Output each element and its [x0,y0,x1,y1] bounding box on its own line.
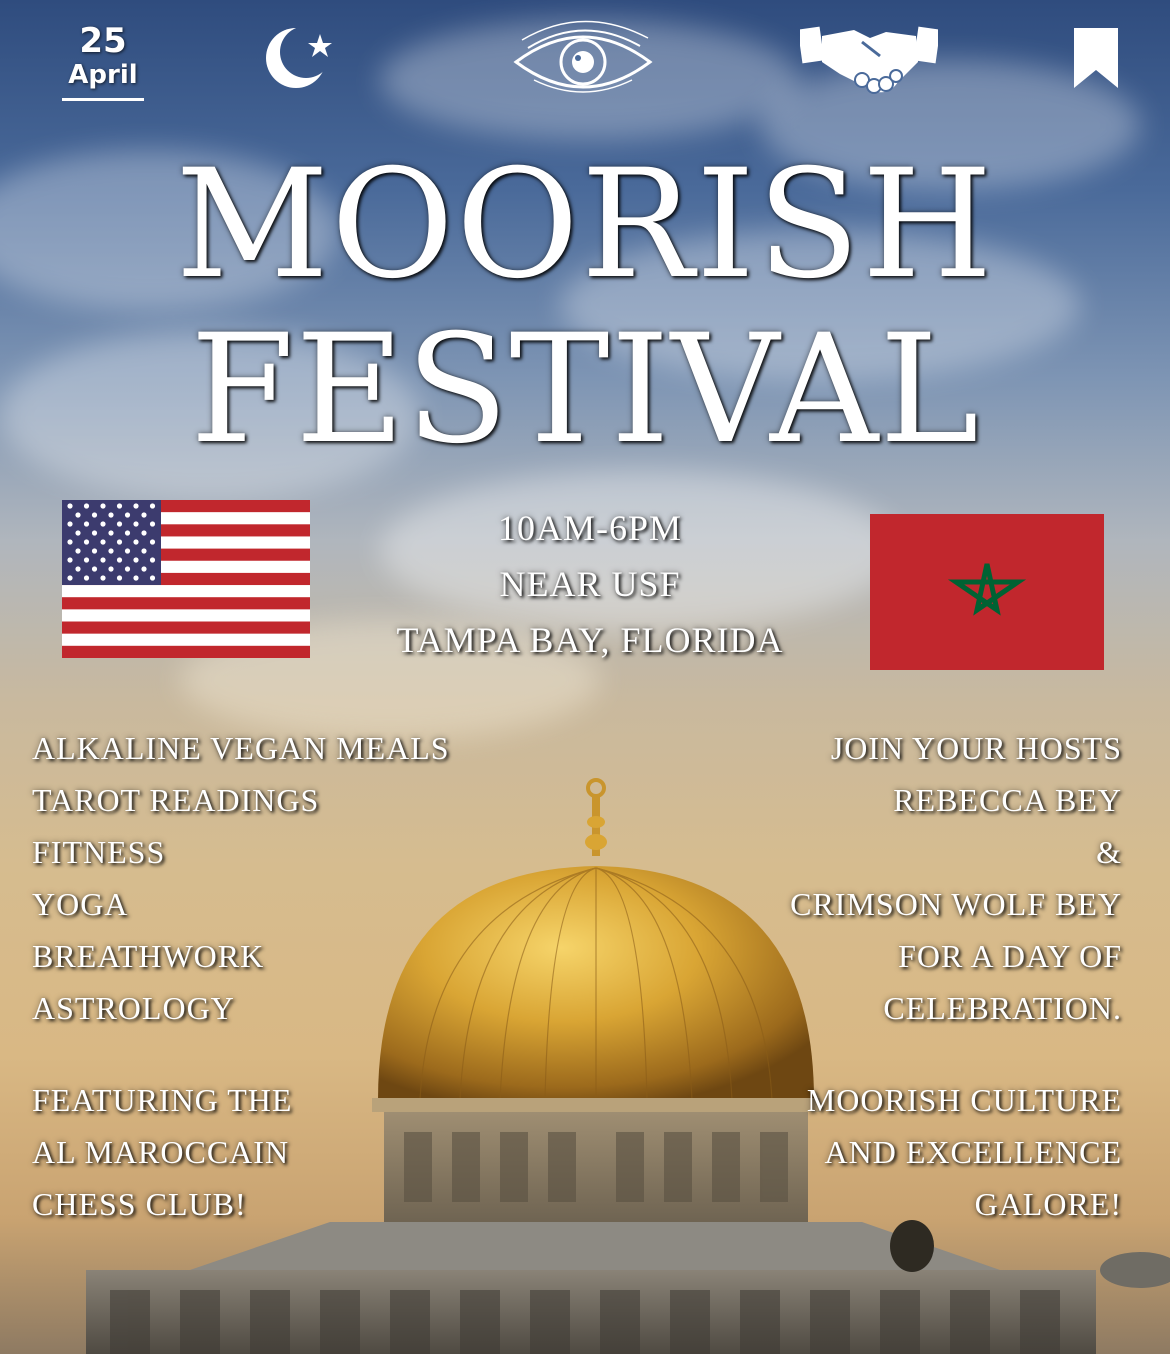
activity-item: YOGA [32,886,129,922]
activity-item: ALKALINE VEGAN MEALS [32,730,450,766]
flag-star [92,512,97,517]
featuring-line: CHESS CLUB! [32,1186,247,1222]
bookmark-icon[interactable] [1070,26,1122,90]
closing-line: MOORISH CULTURE [806,1082,1122,1118]
hosts-line: CRIMSON WOLF BEY [790,886,1122,922]
flag-star [125,512,130,517]
flag-star [100,539,105,544]
flag-star [150,539,155,544]
activity-item: BREATHWORK [32,938,265,974]
flag-star [100,521,105,526]
flag-star [141,566,146,571]
spacer [32,1034,450,1074]
flag-star [75,512,80,517]
crescent-star-icon [262,20,342,90]
hosts-line: FOR A DAY OF [898,938,1122,974]
flag-star [133,575,138,580]
activity-item: ASTROLOGY [32,990,235,1026]
hosts-line: CELEBRATION. [883,990,1122,1026]
flag-star [67,575,72,580]
flag-star [75,530,80,535]
flag-star [84,575,89,580]
flag-star [75,548,80,553]
hosts-line: REBECCA BEY [893,782,1122,818]
flag-star [133,521,138,526]
closing-line: GALORE! [974,1186,1122,1222]
date-day: 25 [79,21,127,61]
flag-star [84,539,89,544]
flag-star [92,548,97,553]
activity-item: TAROT READINGS [32,782,320,818]
activities-list [32,722,450,1230]
flag-star [141,530,146,535]
flag-star [92,566,97,571]
title-line-1: MOORISH [175,138,995,312]
flag-star [117,557,122,562]
flag-star [141,512,146,517]
flag-star [125,548,130,553]
flag-star [67,557,72,562]
handshake-icon [800,22,938,98]
flag-star [117,521,122,526]
morocco-flag [870,514,1104,670]
featuring-line: FEATURING THE [32,1082,293,1118]
flag-star [84,521,89,526]
spacer [790,1034,1122,1074]
title-line-2: FESTIVAL [190,303,980,477]
event-time: 10AM-6PM [497,508,683,548]
flag-star [84,557,89,562]
hosts-line: & [1096,834,1122,870]
flag-star [67,503,72,508]
flag-star [117,503,122,508]
us-flag [62,500,310,658]
closing-line: AND EXCELLENCE [824,1134,1122,1170]
flag-star [141,548,146,553]
flag-star [133,539,138,544]
flag-star [108,512,113,517]
flag-star [125,566,130,571]
flag-star [67,521,72,526]
hosts-info [790,722,1122,1230]
flag-star [150,521,155,526]
flag-star [92,530,97,535]
eye-icon [508,18,658,104]
flag-star [150,575,155,580]
flag-star [100,575,105,580]
flag-star [100,503,105,508]
date-month: April [68,60,138,90]
flag-star [150,557,155,562]
date-underline [62,98,144,101]
event-details [330,500,850,668]
flag-star [108,566,113,571]
flag-star [133,503,138,508]
event-location-line-1: NEAR USF [499,564,681,604]
flag-star [117,539,122,544]
flag-star [125,530,130,535]
flag-star [100,557,105,562]
date-badge [58,22,148,101]
flag-star [108,548,113,553]
hosts-line: JOIN YOUR HOSTS [830,730,1122,766]
flag-star [133,557,138,562]
flag-star [67,539,72,544]
flag-star [108,530,113,535]
event-location-line-2: TAMPA BAY, FLORIDA [396,620,784,660]
flag-star [150,503,155,508]
flag-star [117,575,122,580]
featuring-line: AL MAROCCAIN [32,1134,290,1170]
flag-star [84,503,89,508]
activity-item: FITNESS [32,834,166,870]
flag-star [75,566,80,571]
